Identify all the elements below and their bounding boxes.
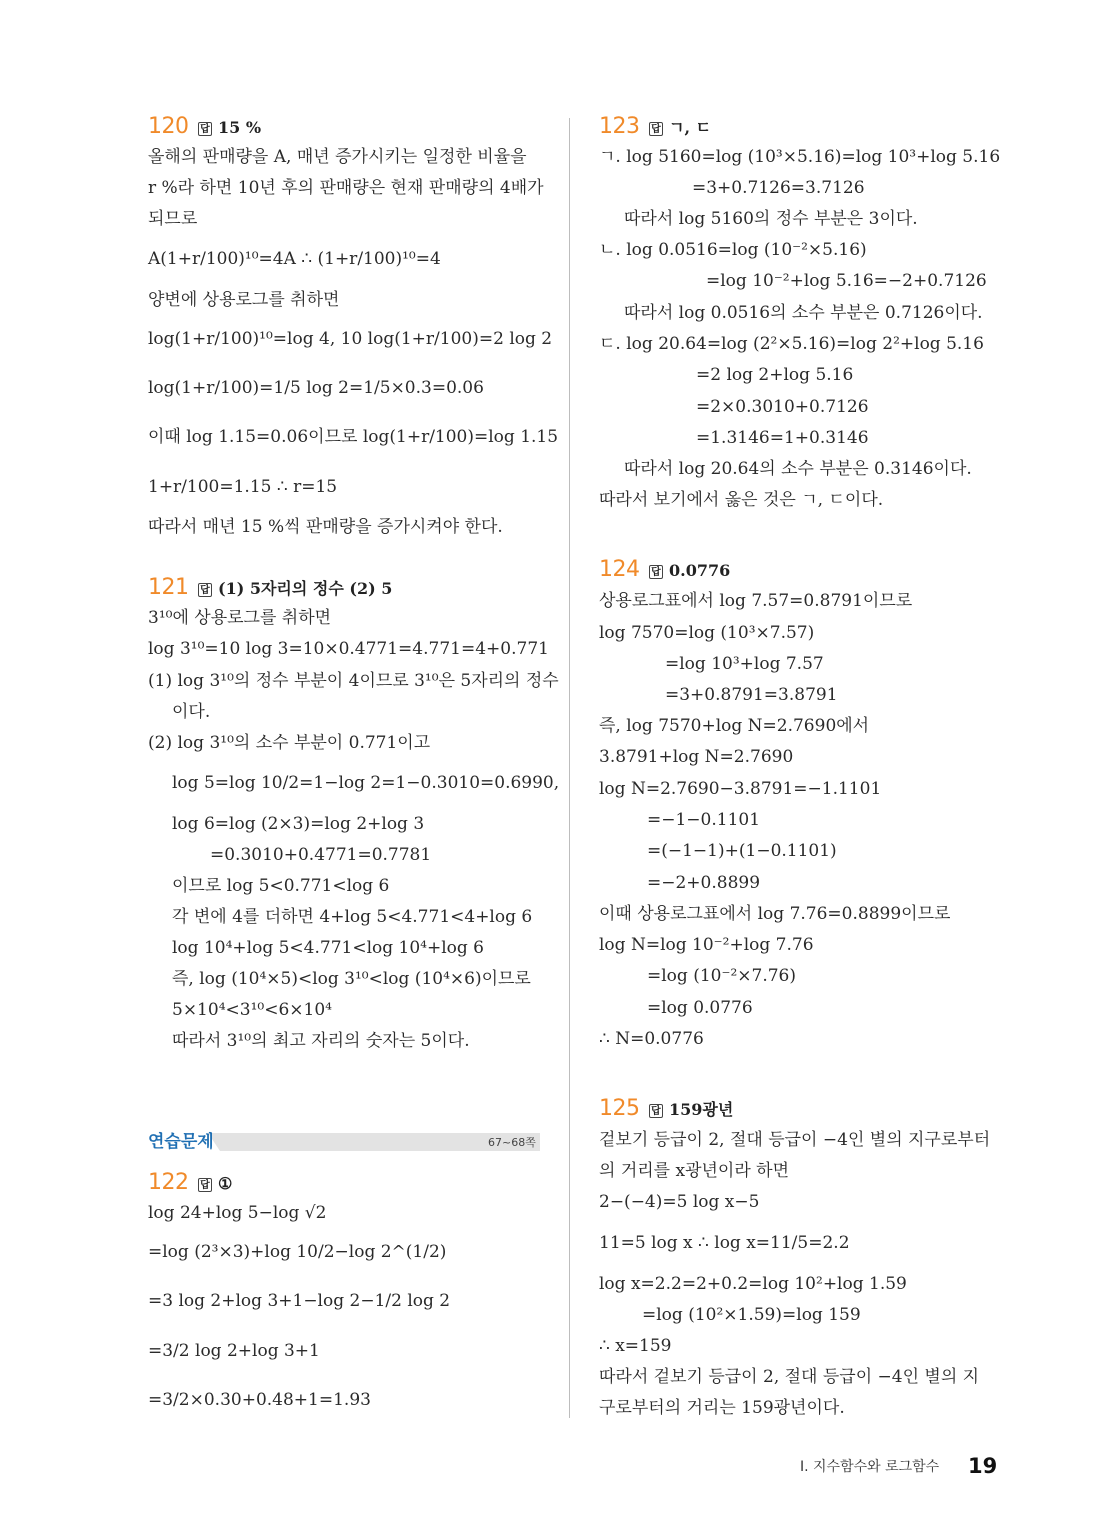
- problem-number: 121: [148, 575, 189, 600]
- text-line: 따라서 매년 15 %씩 판매량을 증가시켜야 한다.: [148, 517, 503, 537]
- text-line: 되므로: [148, 209, 198, 229]
- text-line: 이므로 log 5<0.771<log 6: [172, 876, 390, 896]
- equation-line: log 5=log 10/2=1−log 2=1−0.3010=0.6990,: [172, 773, 560, 793]
- text-line: 따라서 log 0.0516의 소수 부분은 0.7126이다.: [624, 303, 983, 323]
- equation-line: 3.8791+log N=2.7690: [599, 747, 794, 767]
- equation-line: =0.3010+0.4771=0.7781: [210, 845, 432, 865]
- text-line: 즉, log (10⁴×5)<log 3¹⁰<log (10⁴×6)이므로: [172, 969, 531, 989]
- equation-line: =3/2×0.30+0.48+1=1.93: [148, 1390, 371, 1410]
- text-line: (2) log 3¹⁰의 소수 부분이 0.771이고: [148, 733, 431, 753]
- equation-line: log N=log 10⁻²+log 7.76: [599, 935, 814, 955]
- equation-line: =2 log 2+log 5.16: [696, 365, 854, 385]
- equation-line: 11=5 log x ∴ log x=11/5=2.2: [599, 1233, 850, 1253]
- equation-line: 이때 log 1.15=0.06이므로 log(1+r/100)=log 1.15: [148, 427, 559, 447]
- equation-line: log 10⁴+log 5<4.771<log 10⁴+log 6: [172, 938, 485, 958]
- text-line: 따라서 log 5160의 정수 부분은 3이다.: [624, 209, 918, 229]
- equation-line: log 24+log 5−log √2: [148, 1203, 327, 1223]
- equation-line: ㄱ. log 5160=log (10³×5.16)=log 10³+log 5.16: [599, 147, 1001, 167]
- text-line: 올해의 판매량을 A, 매년 증가시키는 일정한 비율을: [148, 147, 527, 167]
- problem-number: 122: [148, 1170, 189, 1195]
- text-line: 즉, log 7570+log N=2.7690에서: [599, 716, 870, 736]
- answer: [649, 1098, 733, 1122]
- text-line: 양변에 상용로그를 취하면: [148, 290, 340, 310]
- answer-tag-icon: 답: [198, 583, 212, 597]
- answer-value: 159광년: [669, 1100, 734, 1119]
- problem-number: 124: [599, 557, 640, 582]
- answer: [198, 1172, 232, 1196]
- text-line: 구로부터의 거리는 159광년이다.: [599, 1398, 845, 1418]
- column-divider: [569, 118, 570, 1418]
- answer-value: ㄱ, ㄷ: [669, 118, 712, 137]
- equation-line: =log 10⁻²+log 5.16=−2+0.7126: [706, 271, 987, 291]
- answer-tag-icon: 답: [649, 122, 663, 136]
- equation-line: =3 log 2+log 3+1−log 2−1/2 log 2: [148, 1291, 451, 1311]
- text-line: 의 거리를 x광년이라 하면: [599, 1161, 790, 1181]
- equation-line: =1.3146=1+0.3146: [696, 428, 869, 448]
- equation-line: ㄴ. log 0.0516=log (10⁻²×5.16): [599, 240, 867, 260]
- answer-value: 0.0776: [669, 561, 731, 580]
- answer: [198, 116, 261, 140]
- equation-line: =log 0.0776: [647, 998, 753, 1018]
- problem-number: 125: [599, 1096, 640, 1121]
- equation-line: =2×0.3010+0.7126: [696, 397, 869, 417]
- text-line: 3¹⁰에 상용로그를 취하면: [148, 608, 332, 628]
- text-line: 따라서 겉보기 등급이 2, 절대 등급이 −4인 별의 지: [599, 1367, 980, 1387]
- equation-line: =log (10²×1.59)=log 159: [642, 1305, 861, 1325]
- text-line: 따라서 3¹⁰의 최고 자리의 숫자는 5이다.: [172, 1031, 470, 1051]
- equation-line: ∴ x=159: [599, 1336, 672, 1356]
- text-line: 각 변에 4를 더하면 4+log 5<4.771<4+log 6: [172, 907, 533, 927]
- equation-line: =log 10³+log 7.57: [665, 654, 824, 674]
- answer-tag-icon: 답: [649, 1104, 663, 1118]
- section-pages: 67~68쪽: [488, 1136, 536, 1149]
- chapter-title: I. 지수함수와 로그함수: [800, 1459, 940, 1475]
- answer: [649, 116, 711, 140]
- problem-number: 120: [148, 114, 189, 139]
- answer-tag-icon: 답: [649, 565, 663, 579]
- equation-line: log 7570=log (10³×7.57): [599, 623, 815, 643]
- problem-number: 123: [599, 114, 640, 139]
- equation-line: log 3¹⁰=10 log 3=10×0.4771=4.771=4+0.771: [148, 639, 549, 659]
- equation-line: log(1+r/100)¹⁰=log 4, 10 log(1+r/100)=2 log 2: [148, 329, 553, 349]
- text-line: 따라서 log 20.64의 소수 부분은 0.3146이다.: [624, 459, 972, 479]
- answer-value: 15 %: [218, 118, 262, 137]
- text-line: 이다.: [172, 702, 211, 722]
- equation-line: 5×10⁴<3¹⁰<6×10⁴: [172, 1000, 332, 1020]
- text-line: 상용로그표에서 log 7.57=0.8791이므로: [599, 591, 913, 611]
- equation-line: ㄷ. log 20.64=log (2²×5.16)=log 2²+log 5.16: [599, 334, 984, 354]
- equation-line: =log (10⁻²×7.76): [647, 966, 796, 986]
- equation-line: ∴ N=0.0776: [599, 1029, 704, 1049]
- equation-line: 1+r/100=1.15 ∴ r=15: [148, 477, 338, 497]
- equation-line: =3+0.8791=3.8791: [665, 685, 838, 705]
- equation-line: =−1−0.1101: [647, 810, 761, 830]
- equation-line: log(1+r/100)=1/5 log 2=1/5×0.3=0.06: [148, 378, 484, 398]
- equation-line: log 6=log (2×3)=log 2+log 3: [172, 814, 425, 834]
- equation-line: =3/2 log 2+log 3+1: [148, 1341, 320, 1361]
- text-line: r %라 하면 10년 후의 판매량은 현재 판매량의 4배가: [148, 178, 544, 198]
- answer-tag-icon: 답: [198, 122, 212, 136]
- text-line: (1) log 3¹⁰의 정수 부분이 4이므로 3¹⁰은 5자리의 정수: [148, 671, 559, 691]
- equation-line: =log (2³×3)+log 10/2−log 2^(1/2): [148, 1242, 447, 1262]
- answer-value: ①: [218, 1174, 233, 1193]
- answer: [649, 559, 730, 583]
- equation-line: A(1+r/100)¹⁰=4A ∴ (1+r/100)¹⁰=4: [148, 249, 441, 269]
- page-number: 19: [968, 1454, 998, 1478]
- text-line: 이때 상용로그표에서 log 7.76=0.8899이므로: [599, 904, 951, 924]
- equation-line: log x=2.2=2+0.2=log 10²+log 1.59: [599, 1274, 907, 1294]
- equation-line: =(−1−1)+(1−0.1101): [647, 841, 837, 861]
- text-line: 겉보기 등급이 2, 절대 등급이 −4인 별의 지구로부터: [599, 1130, 991, 1150]
- equation-line: 2−(−4)=5 log x−5: [599, 1192, 760, 1212]
- section-title: 연습문제: [148, 1132, 214, 1152]
- equation-line: =−2+0.8899: [647, 873, 761, 893]
- answer-value: (1) 5자리의 정수 (2) 5: [218, 579, 393, 598]
- answer-tag-icon: 답: [198, 1178, 212, 1192]
- equation-line: log N=2.7690−3.8791=−1.1101: [599, 779, 882, 799]
- text-line: 따라서 보기에서 옳은 것은 ㄱ, ㄷ이다.: [599, 490, 884, 510]
- answer: [198, 577, 392, 601]
- equation-line: =3+0.7126=3.7126: [692, 178, 865, 198]
